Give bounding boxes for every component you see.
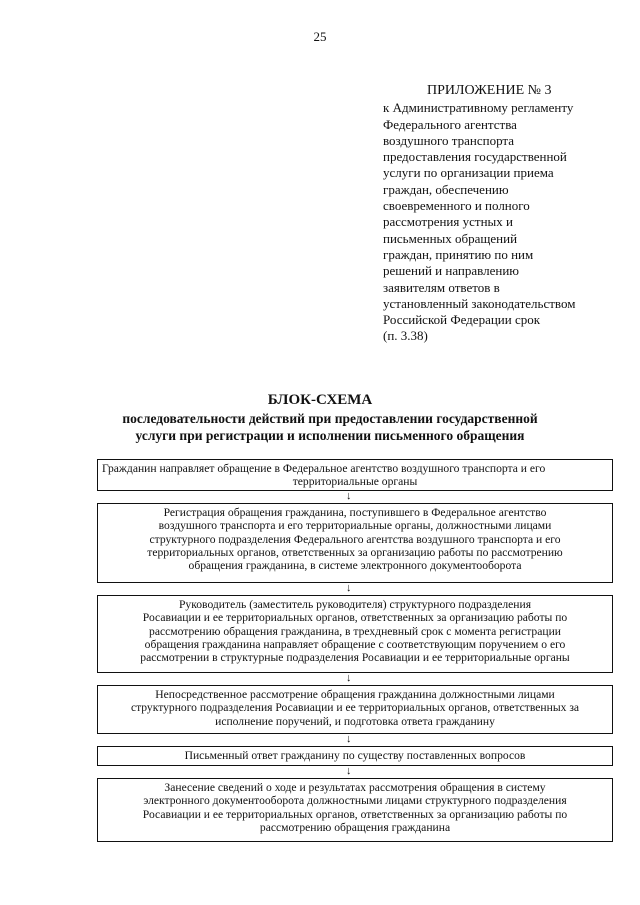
flow-arrow-icon: ↓	[346, 490, 352, 502]
flow-step-line: исполнение поручений, и подготовка ответа гражданину	[215, 714, 495, 728]
flow-step-line: Непосредственное рассмотрение обращения гражданина должностными лицами	[155, 688, 555, 701]
flow-step-4	[97, 685, 613, 734]
flow-step-line: структурного подразделения Федерального агентства воздушного транспорта и его	[149, 532, 561, 546]
scheme-subtitle	[0, 410, 640, 444]
appendix-line: предоставления государственной	[383, 149, 567, 165]
flow-step-line: рассмотрению обращения гражданина	[259, 820, 451, 834]
appendix-title: ПРИЛОЖЕНИЕ № 3	[427, 83, 552, 98]
flow-step-line: Письменный ответ гражданину по существу поставленных вопросов	[184, 749, 526, 762]
appendix-line: своевременного и полного	[383, 198, 530, 214]
flow-step-6	[97, 778, 613, 842]
flow-step-line: обращения гражданина, в системе электронного документооборота	[188, 559, 522, 573]
scheme-subtitle-line: последовательности действий при предоставлении государственной	[122, 411, 538, 426]
flow-step-2	[97, 503, 613, 583]
appendix-line: решений и направлению	[383, 263, 520, 279]
flow-step-line: Росавиации и ее территориальных органов, ответственных за организацию работы по	[142, 807, 568, 821]
flow-step-line: Занесение сведений о ходе и результатах рассмотрения обращения в систему	[164, 781, 546, 794]
page-number: 25	[313, 29, 327, 44]
appendix-line: заявителям ответов в	[383, 279, 500, 295]
flow-step-line: обращения гражданина направляет обращение с соответствующим поручением о его	[144, 637, 566, 651]
appendix-block	[383, 83, 633, 345]
appendix-line: Российской Федерации срок	[383, 312, 541, 328]
appendix-line: воздушного транспорта	[383, 132, 515, 148]
appendix-line: граждан, обеспечению	[383, 181, 509, 197]
appendix-line: граждан, принятию по ним	[383, 246, 534, 262]
appendix-line: (п. 3.38)	[383, 328, 428, 344]
flow-step-line: Регистрация обращения гражданина, поступившего в Федеральное агентство	[163, 506, 547, 519]
appendix-line: услуги по организации приема	[383, 165, 554, 181]
flow-step-line: территориальные органы	[292, 475, 418, 489]
flow-arrow-icon: ↓	[346, 582, 352, 594]
flow-step-line: Руководитель (заместитель руководителя) структурного подразделения	[178, 598, 532, 611]
flow-step-line: структурного подразделения Росавиации и ее территориальных органов, ответственных за	[130, 701, 580, 715]
scheme-title: БЛОК-СХЕМА	[267, 392, 373, 408]
flow-step-3	[97, 595, 613, 673]
scheme-subtitle-line: услуги при регистрации и исполнении письменного обращения	[135, 428, 525, 443]
flow-arrow-icon: ↓	[346, 672, 352, 684]
flow-step-1	[97, 459, 613, 491]
flow-step-line: воздушного транспорта и его территориальные органы, должностными лицами	[158, 519, 552, 533]
appendix-line: к Административному регламенту	[383, 100, 574, 116]
flow-step-line: рассмотрению обращения гражданина, в трехдневный срок с момента регистрации	[149, 624, 561, 638]
appendix-line: рассмотрения устных и	[383, 214, 513, 230]
flow-step-line: электронного документооборота должностными лицами структурного подразделения	[143, 794, 567, 808]
appendix-line: установленный законодательством	[383, 295, 576, 311]
flow-step-line: Росавиации и ее территориальных органов, ответственных за организацию работы по	[142, 611, 568, 625]
flow-step-5	[97, 746, 613, 766]
flow-step-line: рассмотрении в структурные подразделения Росавиации и ее территориальные органы	[140, 651, 570, 665]
flow-arrow-icon: ↓	[346, 765, 352, 777]
appendix-line: письменных обращений	[383, 230, 518, 246]
flow-step-line: территориальных органов, ответственных за организацию работы по рассмотрению	[147, 545, 563, 559]
flow-arrow-icon: ↓	[346, 733, 352, 745]
appendix-line: Федерального агентства	[383, 116, 517, 132]
flow-step-line: Гражданин направляет обращение в Федеральное агентство воздушного транспорта и его	[102, 462, 546, 475]
